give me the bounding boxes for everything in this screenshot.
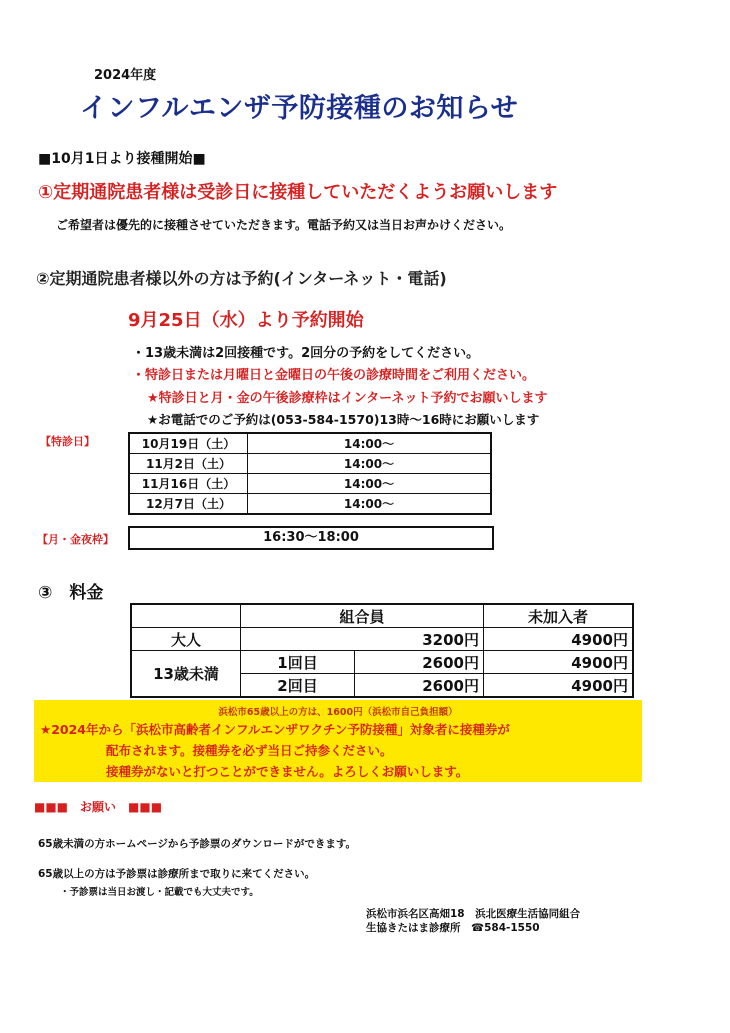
special-day-date: 11月16日（土） [129, 474, 248, 494]
page-title: インフルエンザ予防接種のお知らせ [80, 93, 519, 124]
special-day-time: 14:00～ [248, 433, 492, 454]
special-days-tag: 【特診日】 [40, 435, 95, 448]
fee-header-blank [131, 604, 241, 628]
fee-dose1-nonmember: 4900円 [484, 651, 634, 674]
fee-dose1-label: 1回目 [241, 651, 355, 674]
table-row [131, 604, 633, 628]
special-day-time: 14:00～ [248, 474, 492, 494]
request-heading: ■■■ お願い ■■■ [34, 800, 163, 814]
bullet-under13: ・13歳未満は2回接種です。2回分の予約をしてください。 [132, 346, 480, 361]
special-day-time: 14:00～ [248, 454, 492, 474]
monfri-tag: 【月・金夜枠】 [37, 533, 114, 546]
notice-line2: ★2024年から「浜松市高齢者インフルエンザワクチン予防接種」対象者に接種券が [40, 722, 510, 737]
section1-note: ご希望者は優先的に接種させていただきます。電話予約又は当日お声かけください。 [56, 218, 512, 232]
monfri-time: 16:30～18:00 [128, 526, 494, 550]
fee-dose2-label: 2回目 [241, 674, 355, 698]
bullet-schedule: ・特診日または月曜日と金曜日の午後の診療時間をご利用ください。 [132, 368, 536, 383]
fee-heading: ③ 料金 [38, 583, 104, 603]
footer-clinic: 生協きたはま診療所 ☎584-1550 [366, 922, 540, 934]
table-row [129, 474, 491, 494]
special-day-date: 11月2日（土） [129, 454, 248, 474]
fee-adult-nonmember: 4900円 [484, 628, 634, 651]
section1-heading: ■10月1日より接種開始■ [38, 151, 206, 167]
note-pickup: 65歳以上の方は予診票は診療所まで取りに来てください。 [38, 868, 316, 880]
special-day-date: 10月19日（土） [129, 433, 248, 454]
special-day-time: 14:00～ [248, 494, 492, 515]
fee-dose1-member: 2600円 [355, 651, 484, 674]
fee-dose2-member: 2600円 [355, 674, 484, 698]
fee-adult-label: 大人 [131, 628, 241, 651]
note-download: 65歳未満の方ホームページから予診票のダウンロードができます。 [38, 838, 357, 850]
fee-header-member: 組合員 [241, 604, 484, 628]
table-row [129, 433, 491, 454]
fee-table [130, 603, 634, 698]
special-days-table [128, 432, 492, 515]
year-label: 2024年度 [94, 68, 157, 83]
special-day-date: 12月7日（土） [129, 494, 248, 515]
fee-adult-member: 3200円 [241, 628, 484, 651]
table-row [129, 454, 491, 474]
notice-line3: 配布されます。接種券を必ず当日ご持参ください。 [106, 743, 393, 758]
notice-line4: 接種券がないと打つことができません。よろしくお願いします。 [106, 764, 469, 779]
notice-box [34, 700, 642, 782]
fee-dose2-nonmember: 4900円 [484, 674, 634, 698]
bullet-internet: ★特診日と月・金の午後診療枠はインターネット予約でお願いします [147, 391, 548, 406]
table-row [129, 494, 491, 515]
section2-heading: ②定期通院患者様以外の方は予約(インターネット・電話) [36, 269, 447, 288]
note-sameday: ・予診票は当日お渡し・記載でも大丈夫です。 [60, 887, 259, 898]
table-row [131, 651, 633, 674]
reservation-start-date: 9月25日（水）より予約開始 [128, 310, 364, 331]
notice-line1: 浜松市65歳以上の方は、1600円（浜松市自己負担額） [218, 707, 458, 718]
fee-header-nonmember: 未加入者 [484, 604, 634, 628]
bullet-phone: ★お電話でのご予約は(053-584-1570)13時～16時にお願いします [147, 412, 540, 427]
table-row [131, 628, 633, 651]
fee-child-label: 13歳未満 [131, 651, 241, 698]
footer-address: 浜松市浜名区高畑18 浜北医療生活協同組合 [366, 908, 581, 920]
section1-red-heading: ①定期通院患者様は受診日に接種していただくようお願いします [38, 182, 558, 203]
